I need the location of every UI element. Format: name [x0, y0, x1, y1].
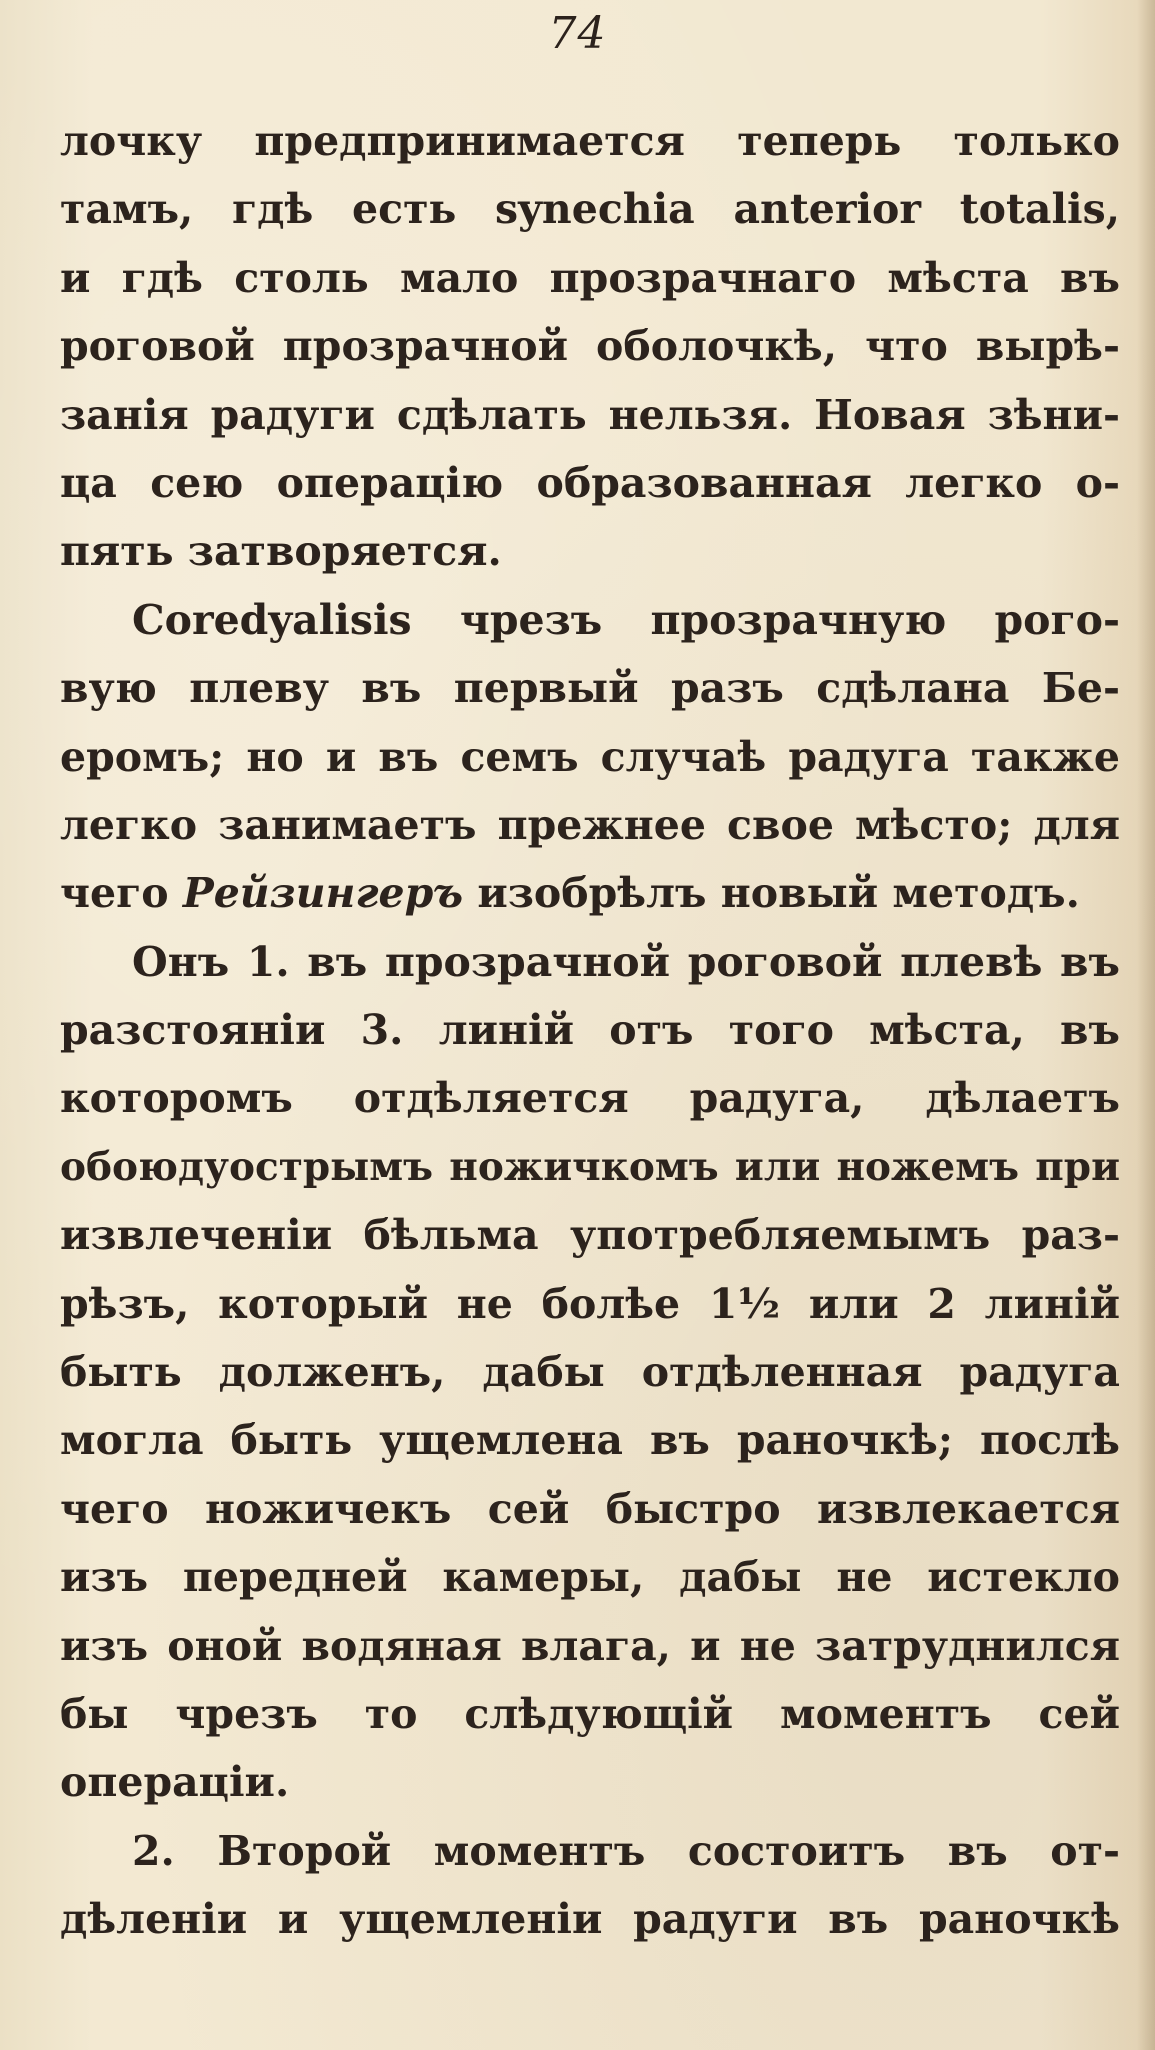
text-line: быть долженъ, дабы отдѣленная радуга: [60, 1348, 1120, 1397]
text-line: пять затворяется.: [60, 527, 502, 576]
text-line: ца сею операцію образованная легко о-: [60, 458, 1120, 507]
text-line: [60, 859, 1120, 927]
text-line: занія радуги сдѣлать нельзя. Новая зѣни-: [60, 390, 1120, 439]
text-line: дѣленіи и ущемленіи радуги въ раночкѣ: [60, 1895, 1120, 1944]
text-line: еромъ; но и въ семъ случаѣ радуга также: [60, 732, 1120, 781]
text-line: вую плеву въ первый разъ сдѣлана Бе-: [60, 664, 1120, 713]
text-line: разстояніи 3. линій отъ того мѣста, въ: [60, 1006, 1120, 1055]
page-number: 74: [548, 8, 607, 59]
text-line: Coredyalisis чрезъ прозрачную рого-: [132, 595, 1120, 644]
text-line: операціи.: [60, 1758, 290, 1807]
text-line: которомъ отдѣляется радуга, дѣлаетъ: [60, 1074, 1120, 1123]
text-line: и гдѣ столь мало прозрачнаго мѣста въ: [60, 253, 1120, 302]
text-line: лочку предпринимается теперь только: [60, 117, 1120, 165]
text-line: рѣзъ, который не болѣе 1½ или 2 линій: [60, 1279, 1120, 1328]
text-line: 2. Второй моментъ состоитъ въ от-: [132, 1826, 1120, 1875]
text-line: легко занимаетъ прежнее свое мѣсто; для: [60, 800, 1120, 849]
page-edge-shadow: [1137, 0, 1155, 2050]
text-line: роговой прозрачной оболочкѣ, что вырѣ-: [60, 322, 1120, 371]
text-line: Онъ 1. въ прозрачной роговой плевѣ въ: [132, 937, 1120, 986]
text-line: бы чрезъ то слѣдующій моментъ сей: [60, 1689, 1120, 1738]
author-name: Рейзингеръ: [182, 869, 464, 918]
text-line: тамъ, гдѣ есть synechia anterior totalis,: [60, 185, 1120, 234]
text-line: обоюдуострымъ ножичкомъ или ножемъ при: [60, 1143, 1120, 1190]
text-line: извлеченіи бѣльма употребляемымъ раз-: [60, 1211, 1120, 1260]
body-text: [60, 107, 1120, 1954]
line-text: чего: [60, 869, 169, 918]
line-text-tail: изобрѣлъ новый методъ.: [477, 869, 1080, 918]
text-line: могла быть ущемлена въ раночкѣ; послѣ: [60, 1416, 1120, 1465]
text-line: изъ передней камеры, дабы не истекло: [60, 1553, 1120, 1602]
text-line: изъ оной водяная влага, и не затруднился: [60, 1621, 1120, 1670]
text-line: чего ножичекъ сей быстро извлекается: [60, 1484, 1120, 1533]
